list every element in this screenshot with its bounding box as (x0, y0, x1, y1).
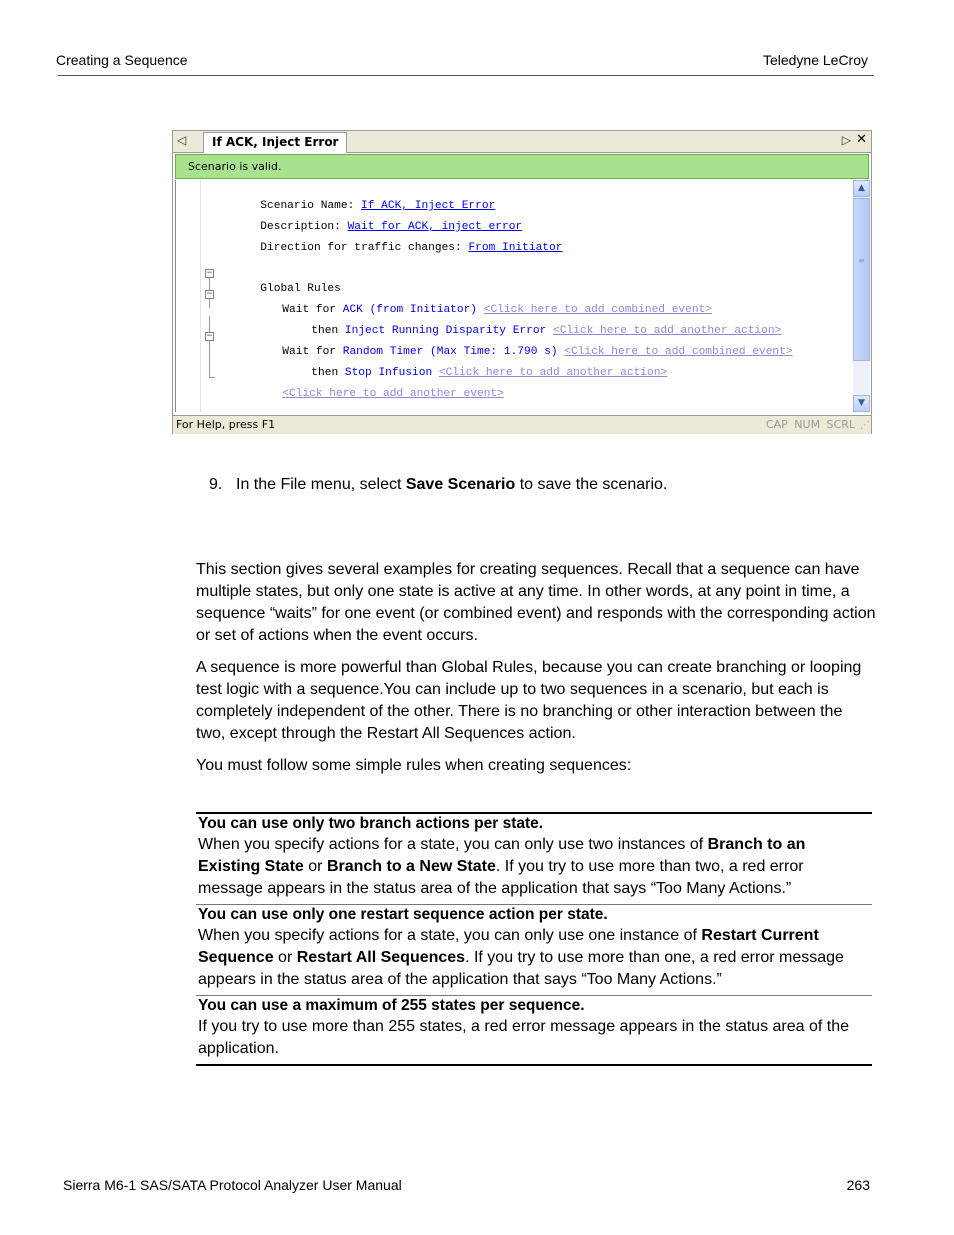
action-2-link[interactable]: Stop Infusion (344, 367, 433, 379)
close-icon[interactable]: ✕ (856, 132, 867, 147)
scroll-up-icon[interactable]: ▲ (853, 180, 870, 197)
paragraph-sequence-power: A sequence is more powerful than Global Rules, because you can create branching or looping test logic with a sequence.You can include up to two sequences in a scenario, but each is completely independent of the other. There is no branching or other interaction between the two, except through the Restart All Sequences action. (196, 659, 862, 742)
step-number: 9. (209, 476, 223, 493)
footer-manual-title: Sierra M6-1 SAS/SATA Protocol Analyzer User Manual (63, 1177, 402, 1193)
add-combined-event-2-link[interactable]: <Click here to add combined event> (564, 346, 793, 358)
collapse-global-rules-icon[interactable]: − (206, 268, 213, 278)
wait-event-1-line (242, 286, 712, 316)
scrollbar-thumb[interactable] (853, 198, 870, 361)
collapse-event-1-icon[interactable]: − (206, 289, 213, 299)
rule-text: When you specify actions for a state, you can only use one instance of (198, 927, 702, 944)
rule-bold: Branch to an Existing State (198, 836, 806, 875)
wait-for-keyword: Wait for (282, 304, 337, 316)
rule-row (196, 996, 872, 1064)
direction-link[interactable]: From Initiator (468, 242, 563, 254)
rule-bold: Restart Current Sequence (198, 927, 819, 966)
tab-scroll-right-icon[interactable]: ▷ (841, 133, 851, 147)
action-1-link[interactable]: Inject Running Disparity Error (344, 325, 547, 337)
rule-title: You can use only two branch actions per state. (198, 815, 544, 832)
rule-title: You can use only one restart sequence action per state. (198, 906, 608, 923)
wait-for-keyword: Wait for (282, 346, 337, 358)
step-instruction (236, 476, 667, 494)
rule-text: or (303, 858, 327, 875)
add-event-line (242, 370, 504, 400)
keyboard-indicators: CAP NUM SCRL (765, 418, 855, 431)
page-number: 263 (846, 1177, 870, 1193)
tab-bar (173, 131, 871, 153)
tab-scroll-left-icon[interactable]: ◁ (177, 133, 187, 147)
tree-connector (209, 377, 215, 378)
scroll-down-icon[interactable]: ▼ (853, 395, 870, 412)
step-text-bold: Save Scenario (405, 476, 516, 493)
paragraph-rules-lead: You must follow some simple rules when creating sequences: (196, 757, 632, 774)
scenario-name-label: Scenario Name: (260, 200, 355, 212)
wait-event-2-line (242, 328, 793, 358)
step-text-pre: In the File menu, select (236, 476, 406, 493)
description-line (220, 203, 523, 233)
running-header-brand: Teledyne LeCroy (762, 52, 868, 68)
tree-connector (209, 316, 210, 378)
direction-label: Direction for traffic changes: (260, 242, 462, 254)
editor-gutter (176, 180, 201, 412)
scenario-name-link[interactable]: If ACK, Inject Error (361, 200, 496, 212)
description-link[interactable]: Wait for ACK, inject error (347, 221, 523, 233)
collapse-event-2-icon[interactable]: − (206, 331, 213, 341)
rule-description (198, 1016, 870, 1060)
rule-text: If you try to use more than 255 states, a red error message appears in the status area of the application. (198, 1018, 850, 1057)
global-rules-line (220, 265, 341, 295)
then-action-2-line (271, 349, 668, 379)
validation-status-banner: Scenario is valid. (175, 154, 869, 179)
event-1-link[interactable]: ACK (from Initiator) (342, 304, 478, 316)
rule-row (196, 905, 872, 995)
direction-line (220, 224, 563, 254)
add-action-1-link[interactable]: <Click here to add another action> (553, 325, 782, 337)
rule-text: When you specify actions for a state, you can only use two instances of (198, 836, 708, 853)
add-event-link[interactable]: <Click here to add another event> (282, 388, 504, 400)
rule-description (198, 925, 870, 991)
scenario-name-line (220, 182, 496, 212)
rule-text: or (273, 949, 297, 966)
description-label: Description: (260, 221, 341, 233)
rule-title: You can use a maximum of 255 states per sequence. (198, 997, 585, 1014)
rules-table (196, 812, 872, 1066)
add-action-2-link[interactable]: <Click here to add another action> (438, 367, 668, 379)
status-help-text: For Help, press F1 (176, 418, 276, 431)
scenario-code-view (175, 180, 854, 412)
then-action-1-line (271, 307, 782, 337)
app-status-bar (173, 415, 871, 434)
vertical-scrollbar[interactable] (853, 180, 870, 412)
header-rule (58, 75, 874, 76)
rule-description (198, 834, 870, 900)
rule-bold: Restart All Sequences (296, 949, 466, 966)
global-rules-label: Global Rules (260, 283, 341, 295)
scroll-grip-icon: ≡ (858, 256, 865, 265)
scenario-editor-window (172, 130, 872, 434)
event-2-link[interactable]: Random Timer (Max Time: 1.790 s) (342, 346, 558, 358)
step-text-post: to save the scenario. (515, 476, 668, 493)
rule-text: . If you try to use more than one, a red error message appears in the status area of the application that says “Too Many Actions.” (198, 949, 844, 988)
paragraph-intro: This section gives several examples for creating sequences. Recall that a sequence can have multiple states, but only one state is active at any time. In other words, at any point in time, a sequence “waits” for one event (or combined event) and responds with the corresponding action or set of actions when the event occurs. (196, 561, 876, 644)
table-rule-bottom (196, 1064, 872, 1066)
add-combined-event-1-link[interactable]: <Click here to add combined event> (483, 304, 712, 316)
tab-scenario[interactable]: If ACK, Inject Error (203, 132, 347, 153)
rule-bold: Branch to a New State (326, 858, 496, 875)
then-keyword: then (311, 325, 339, 337)
rule-text: . If you try to use more than two, a red error message appears in the status area of the application that says “Too Many Actions.” (198, 858, 804, 897)
rule-row (196, 814, 872, 904)
resize-grip-icon[interactable]: ⋰ (860, 420, 870, 431)
then-keyword: then (311, 367, 339, 379)
running-header-section: Creating a Sequence (56, 52, 188, 68)
